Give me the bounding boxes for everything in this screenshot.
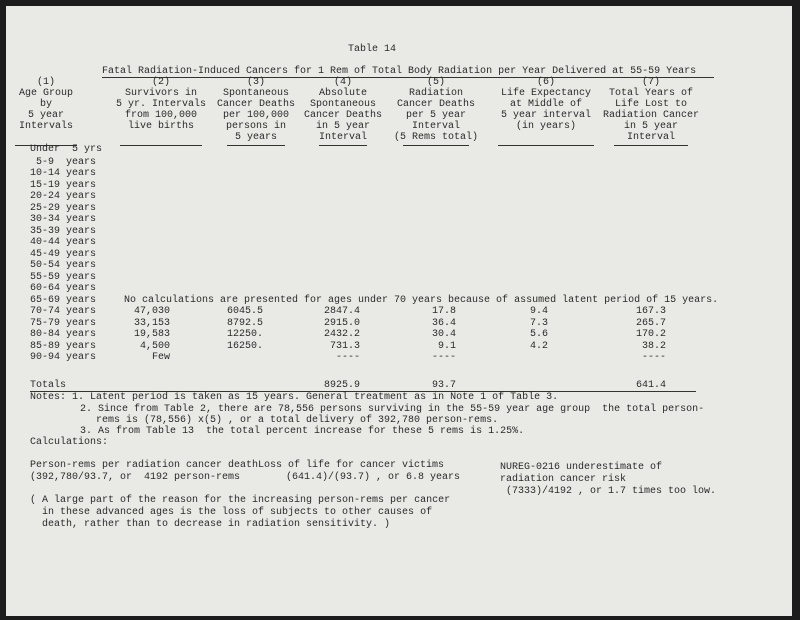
column-header-line: Absolute bbox=[318, 88, 367, 99]
table-cell: 19,583 bbox=[133, 329, 170, 340]
age-group-label: 35-39 years bbox=[30, 226, 97, 237]
column-header-line: at Middle of bbox=[509, 99, 582, 110]
note-2-cont: rems is (78,556) x(5) , or a total delivery of 392,780 person-rems. bbox=[96, 415, 499, 426]
column-header-line: Age Group bbox=[18, 88, 73, 99]
remark-line-3: death, rather than to decrease in radiation sensitivity. ) bbox=[30, 519, 391, 530]
column-header-line: Radiation Cancer bbox=[602, 110, 699, 121]
note-2: 2. Since from Table 2, there are 78,556 persons surviving in the 55-59 year age group the total person- bbox=[80, 404, 705, 415]
age-group-label: 70-74 years bbox=[30, 306, 97, 317]
document-page bbox=[6, 6, 792, 616]
column-number: (2) bbox=[151, 77, 170, 88]
column-header-line: Cancer Deaths bbox=[303, 110, 382, 121]
age-group-label: 50-54 years bbox=[30, 260, 97, 271]
column-header-underline bbox=[614, 145, 688, 146]
totals-col7: 641.4 bbox=[635, 380, 666, 391]
remark-line-2: in these advanced ages is the loss of subjects to other causes of bbox=[30, 507, 433, 518]
column-header-line: Life Expectancy bbox=[500, 88, 591, 99]
column-header-line: in 5 year bbox=[623, 121, 678, 132]
column-header-line: Interval bbox=[626, 132, 675, 143]
note-1: Notes: 1. Latent period is taken as 15 years. General treatment as in Note 1 of Table 3. bbox=[30, 392, 559, 403]
column-header-line: (5 Rems total) bbox=[393, 132, 478, 143]
column-header-line: Life Lost to bbox=[614, 99, 687, 110]
table-cell: 2847.4 bbox=[323, 306, 360, 317]
age-group-label: 45-49 years bbox=[30, 249, 97, 260]
age-group-label: 30-34 years bbox=[30, 214, 97, 225]
age-group-label: 65-69 years bbox=[30, 295, 97, 306]
loss-of-life-line-1: Loss of life for cancer victims bbox=[258, 460, 445, 471]
table-cell: ---- bbox=[641, 352, 666, 363]
age-group-label: 85-89 years bbox=[30, 341, 97, 352]
table-cell: ---- bbox=[431, 352, 456, 363]
column-header-line: live births bbox=[127, 121, 194, 132]
column-number: (3) bbox=[246, 77, 265, 88]
column-header-line: Intervals bbox=[18, 121, 73, 132]
age-group-label: 60-64 years bbox=[30, 283, 97, 294]
column-header-line: 5 yr. Intervals bbox=[115, 99, 206, 110]
table-cell: 2915.0 bbox=[323, 318, 360, 329]
table-cell: 33,153 bbox=[133, 318, 170, 329]
table-cell: ---- bbox=[335, 352, 360, 363]
column-header-line: 5 year bbox=[27, 110, 64, 121]
note-3: 3. As from Table 13 the total percent increase for these 5 rems is 1.25%. bbox=[80, 426, 525, 437]
person-rems-line-1: Person-rems per radiation cancer death bbox=[30, 460, 259, 471]
totals-col5: 93.7 bbox=[431, 380, 456, 391]
column-header-underline bbox=[319, 145, 367, 146]
nureg-line-1: NUREG-0216 underestimate of bbox=[500, 462, 663, 473]
table-title: Table 14 bbox=[348, 44, 397, 55]
column-header-line: per 100,000 bbox=[222, 110, 289, 121]
table-cell: 731.3 bbox=[329, 341, 360, 352]
column-header-line: Interval bbox=[411, 121, 460, 132]
no-calculation-note: No calculations are presented for ages under 70 years because of assumed latent period of 15 years. bbox=[124, 295, 719, 306]
column-header-line: Cancer Deaths bbox=[216, 99, 295, 110]
age-group-label: 25-29 years bbox=[30, 203, 97, 214]
column-header-line: 5 years bbox=[234, 132, 277, 143]
table-cell: 8792.5 bbox=[226, 318, 263, 329]
calculations-label: Calculations: bbox=[30, 437, 109, 448]
age-group-label: 15-19 years bbox=[30, 180, 97, 191]
nureg-line-3: (7333)/4192 , or 1.7 times too low. bbox=[506, 486, 717, 497]
totals-col4: 8925.9 bbox=[323, 380, 360, 391]
table-cell: 30.4 bbox=[431, 329, 456, 340]
column-number: (7) bbox=[641, 77, 660, 88]
table-cell: 16250. bbox=[226, 341, 263, 352]
table-cell: 4,500 bbox=[139, 341, 170, 352]
age-group-label: 20-24 years bbox=[30, 191, 97, 202]
column-header-line: Spontaneous bbox=[309, 99, 376, 110]
age-group-label: 10-14 years bbox=[30, 168, 97, 179]
column-header-underline bbox=[227, 145, 285, 146]
column-number: (1) bbox=[36, 77, 55, 88]
column-header-line: Interval bbox=[318, 132, 367, 143]
table-subtitle: Fatal Radiation-Induced Cancers for 1 Rem of Total Body Radiation per Year Delivered at 55-59 Years bbox=[102, 66, 697, 77]
table-cell: Few bbox=[151, 352, 170, 363]
table-cell: 4.2 bbox=[529, 341, 548, 352]
table-cell: 170.2 bbox=[635, 329, 666, 340]
column-header-line: persons in bbox=[225, 121, 286, 132]
table-cell: 17.8 bbox=[431, 306, 456, 317]
person-rems-line-2: (392,780/93.7, or 4192 person-rems bbox=[30, 472, 241, 483]
column-header-underline bbox=[403, 145, 469, 146]
column-number: (4) bbox=[333, 77, 352, 88]
column-number: (6) bbox=[536, 77, 555, 88]
table-cell: 167.3 bbox=[635, 306, 666, 317]
table-cell: 2432.2 bbox=[323, 329, 360, 340]
table-cell: 265.7 bbox=[635, 318, 666, 329]
table-cell: 36.4 bbox=[431, 318, 456, 329]
column-header-line: Total Years of bbox=[608, 88, 693, 99]
totals-label: Totals bbox=[30, 380, 67, 391]
age-group-label: 80-84 years bbox=[30, 329, 97, 340]
column-header-underline bbox=[498, 145, 594, 146]
table-cell: 9.4 bbox=[529, 306, 548, 317]
table-cell: 9.1 bbox=[437, 341, 456, 352]
column-header-line: (in years) bbox=[515, 121, 576, 132]
column-header-line: Survivors in bbox=[124, 88, 197, 99]
age-group-label: 90-94 years bbox=[30, 352, 97, 363]
column-header-line: Radiation bbox=[408, 88, 463, 99]
column-header-line: 5 year interval bbox=[500, 110, 591, 121]
age-group-label: 75-79 years bbox=[30, 318, 97, 329]
age-group-label: 40-44 years bbox=[30, 237, 97, 248]
age-group-label: Under 5 yrs bbox=[30, 144, 103, 155]
column-header-underline bbox=[120, 145, 202, 146]
table-cell: 47,030 bbox=[133, 306, 170, 317]
table-cell: 38.2 bbox=[641, 341, 666, 352]
table-cell: 6045.5 bbox=[226, 306, 263, 317]
column-header-line: per 5 year bbox=[405, 110, 466, 121]
table-cell: 12250. bbox=[226, 329, 263, 340]
column-header-line: Cancer Deaths bbox=[396, 99, 475, 110]
column-header-line: in 5 year bbox=[315, 121, 370, 132]
loss-of-life-line-2: (641.4)/(93.7) , or 6.8 years bbox=[286, 472, 461, 483]
age-group-label: 5-9 years bbox=[30, 157, 97, 168]
remark-line-1: ( A large part of the reason for the increasing person-rems per cancer bbox=[30, 495, 451, 506]
table-cell: 5.6 bbox=[529, 329, 548, 340]
nureg-line-2: radiation cancer risk bbox=[500, 474, 627, 485]
column-header-line: by bbox=[39, 99, 52, 110]
column-header-line: from 100,000 bbox=[124, 110, 197, 121]
age-group-label: 55-59 years bbox=[30, 272, 97, 283]
column-number: (5) bbox=[426, 77, 445, 88]
column-header-line: Spontaneous bbox=[222, 88, 289, 99]
table-cell: 7.3 bbox=[529, 318, 548, 329]
